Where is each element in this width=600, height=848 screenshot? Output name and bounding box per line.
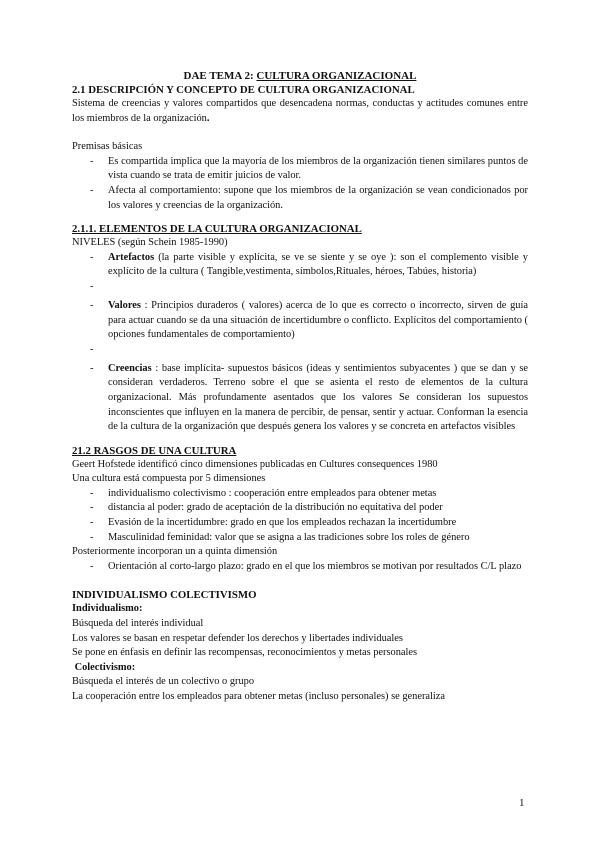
premises-list (72, 155, 528, 213)
term-creencias: Creencias (108, 362, 152, 374)
definition-paragraph (72, 97, 528, 126)
list-item-valores (72, 299, 528, 343)
col-line: Búsqueda el interés de un colectivo o grupo (72, 676, 255, 688)
definition-dot: . (206, 112, 210, 124)
section-2-1-1-heading: 2.1.1. ELEMENTOS DE LA CULTURA ORGANIZACIONAL (72, 223, 362, 236)
intro-line-1: Geert Hofstede identificó cinco dimensiones publicadas en Cultures consequences 1980 (72, 458, 438, 470)
col-line: La cooperación entre los empleados para obtener metas (incluso personales) se generaliza (72, 691, 446, 702)
list-item: - Afecta al comportamiento: supone que los miembros de la organización se vean condicionados por los valores y creencias de la organización. (72, 184, 528, 213)
spacer (72, 343, 528, 357)
list-item: - Masculinidad feminidad: valor que se asigna a las tradiciones sobre los roles de género (72, 531, 528, 546)
ind-line: Búsqueda del interés individual (72, 618, 204, 630)
list-item: - Es compartida implica que la mayoría de los miembros de la organización tienen similares puntos de vista cuando se trata de emitir juicios de valor. (72, 155, 528, 184)
intro-line-2: Una cultura está compuesta por 5 dimensiones (72, 473, 266, 485)
fifth-dimension-list (72, 560, 528, 575)
dimensions-list (72, 487, 528, 545)
list-item: - Orientación al corto-largo plazo: grado en el que los miembros se motivan por resultados C/L plazo (72, 560, 528, 575)
title-topic: CULTURA ORGANIZACIONAL (256, 70, 417, 82)
spacer (72, 280, 528, 294)
elements-list (72, 251, 528, 435)
document-page (72, 69, 528, 705)
later-line: Posteriormente incorporan un a quinta dimensión (72, 546, 278, 558)
levels-line: NIVELES (según Schein 1985-1990) (72, 237, 228, 249)
text-valores: : Principios duraderos ( valores) acerca de lo que es correcto o incorrecto, sirven de guía para actuar cuando se da una situación de incertidumbre o conflicto. Explícitos del comportamiento ( opciones fundamentales de comportamiento) (108, 299, 528, 341)
term-valores: Valores (108, 299, 141, 311)
list-item-artefactos (72, 251, 528, 280)
text-artefactos: (la parte visible y explícita, se ve se siente y se oye ): son el complemento visible y explícito de la cultura ( Tangible,vestimenta, símbolos,Rituales, héroes, Tabúes, historia) (108, 251, 528, 278)
colectivismo-label: Colectivismo: (72, 661, 136, 673)
individualismo-label: Individualismo: (72, 603, 143, 615)
ind-line: Los valores se basan en respetar defender los derechos y libertades individuales (72, 632, 403, 644)
list-item-creencias (72, 362, 528, 435)
term-artefactos: Artefactos (108, 251, 155, 263)
ind-line: Se pone en énfasis en definir las recompensas, reconocimientos y metas personales (72, 647, 418, 659)
page-title (72, 69, 528, 83)
list-item: - Evasión de la incertidumbre: grado en que los empleados rechazan la incertidumbre (72, 516, 528, 531)
individualismo-heading: INDIVIDUALISMO COLECTIVISMO (72, 589, 257, 602)
title-prefix: DAE TEMA 2: (183, 70, 257, 82)
section-2-1-2-heading: 21.2 RASGOS DE UNA CULTURA (72, 444, 237, 457)
page-number: 1 (519, 797, 525, 809)
list-item: - individualismo colectivismo : cooperación entre empleados para obtener metas (72, 487, 528, 502)
section-2-1-heading: 2.1 DESCRIPCIÓN Y CONCEPTO DE CULTURA ORGANIZACIONAL (72, 84, 415, 96)
definition-text: Sistema de creencias y valores compartidos que desencadena normas, conductas y actitudes comunes entre los miembros de la organización (72, 98, 528, 124)
text-creencias: : base implícita- supuestos básicos (ideas y sentimientos subyacentes ) que se dan y se consideran verdaderos. Terreno sobre el que se asienta el resto de elementos de la cultura organizacional. Más profundamente asentados que los valores Se consideran los supuestos inconscientes que influyen en la manera de percibir, de pensar, sentir y actuar. Conforman la esencia de la cultura de la organización que después genera los valores y se concreta en artefactos visibles (108, 362, 528, 433)
list-item: - distancia al poder: grado de aceptación de la distribución no equitativa del poder (72, 501, 528, 516)
premises-label: Premisas básicas (72, 141, 143, 153)
